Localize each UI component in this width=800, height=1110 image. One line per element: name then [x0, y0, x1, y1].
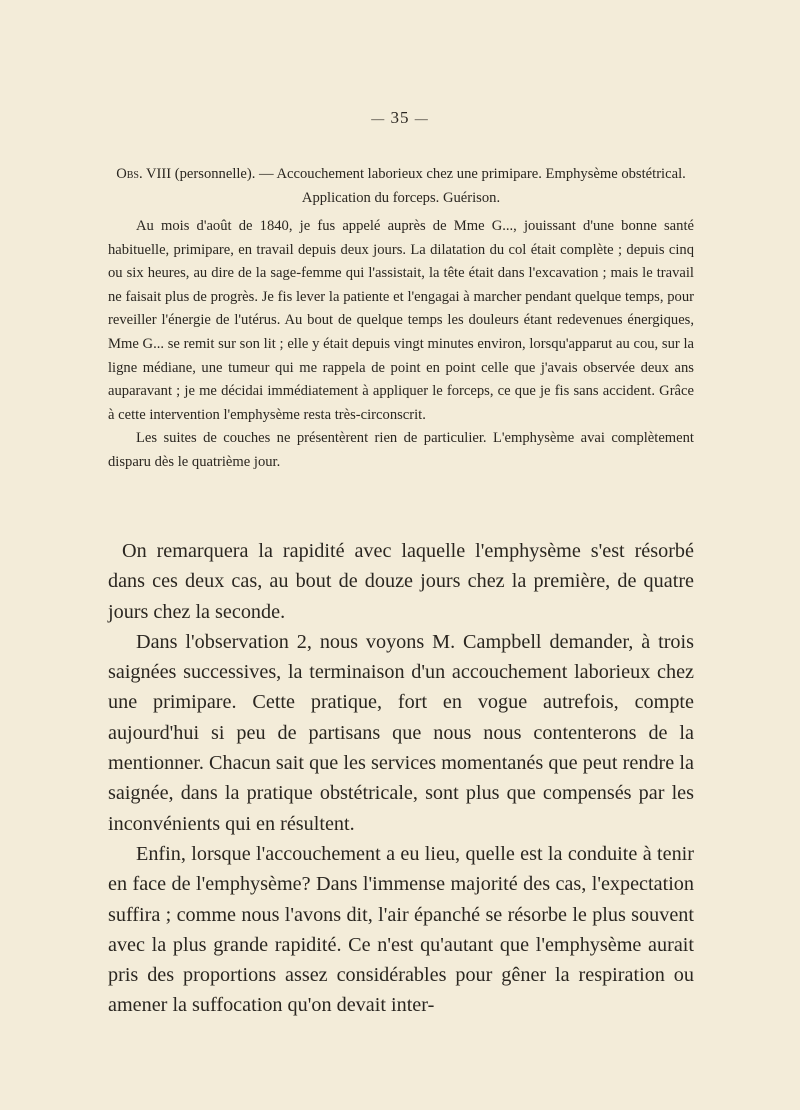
- observation-heading: [108, 163, 694, 210]
- dash-ornament: —: [414, 111, 429, 126]
- observation-body: [108, 215, 694, 475]
- main-text: [108, 536, 694, 1021]
- observation-paragraph: Au mois d'août de 1840, je fus appelé auprès de Mme G..., jouissant d'une bonne santé habituelle, primipare, en travail depuis deux jours. La dilatation du col était complète ; depuis cinq ou six heures, au dire de la sage-femme qui l'assistait, la tête était dans l'excavation ; mais le travail ne faisait plus de progrès. Je fis lever la patiente et l'engagai à marcher pendant quelque temps, pour reveiller l'énergie de l'utérus. Au bout de quelque temps les douleurs étant redevenues énergiques, Mme G... se remit sur son lit ; elle y était depuis vingt minutes environ, lorsqu'apparut au cou, sur la ligne médiane, une tumeur qui me rappela de point en point celle que j'avais observée deux ans auparavant ; je me décidai immédiatement à appliquer le forceps, ce que je fis sans accident. Grâce à cette intervention l'emphysème resta très-circonscrit.: [108, 218, 694, 423]
- page-number: [0, 108, 800, 128]
- main-paragraph: Dans l'observation 2, nous voyons M. Campbell demander, à trois saignées successives, la terminaison d'un accouchement laborieux chez une primipare. Cette pratique, fort en vogue autrefois, compte aujourd'hui si peu de partisans que nous nous contenterons de la mentionner. Chacun sait que les services momentanés que peut rendre la saignée, dans la pratique obstétricale, sont plus que compensés par les inconvénients qui en résultent.: [108, 630, 694, 835]
- observation-title: VIII (personnelle). — Accouchement laborieux chez une primipare. Emphysème obstétrical. Application du forceps. Guérison.: [142, 166, 686, 206]
- main-paragraph: On remarquera la rapidité avec laquelle l'emphysème s'est résorbé dans ces deux cas, au bout de douze jours chez la première, de quatre jours chez la seconde.: [108, 540, 694, 623]
- dash-ornament: —: [371, 111, 386, 126]
- page-number-value: 35: [390, 108, 410, 127]
- observation-label: Obs.: [116, 166, 143, 182]
- observation-paragraph: Les suites de couches ne présentèrent rien de particulier. L'emphysème avai complètement disparu dès le quatrième jour.: [108, 430, 694, 470]
- main-paragraph: Enfin, lorsque l'accouchement a eu lieu, quelle est la conduite à tenir en face de l'emphysème? Dans l'immense majorité des cas, l'expectation suffira ; comme nous l'avons dit, l'air épanché se résorbe le plus souvent avec la plus grande rapidité. Ce n'est qu'autant que l'emphysème aurait pris des proportions assez considérables pour gêner la respiration ou amener la suffocation qu'on devait inter-: [108, 842, 694, 1017]
